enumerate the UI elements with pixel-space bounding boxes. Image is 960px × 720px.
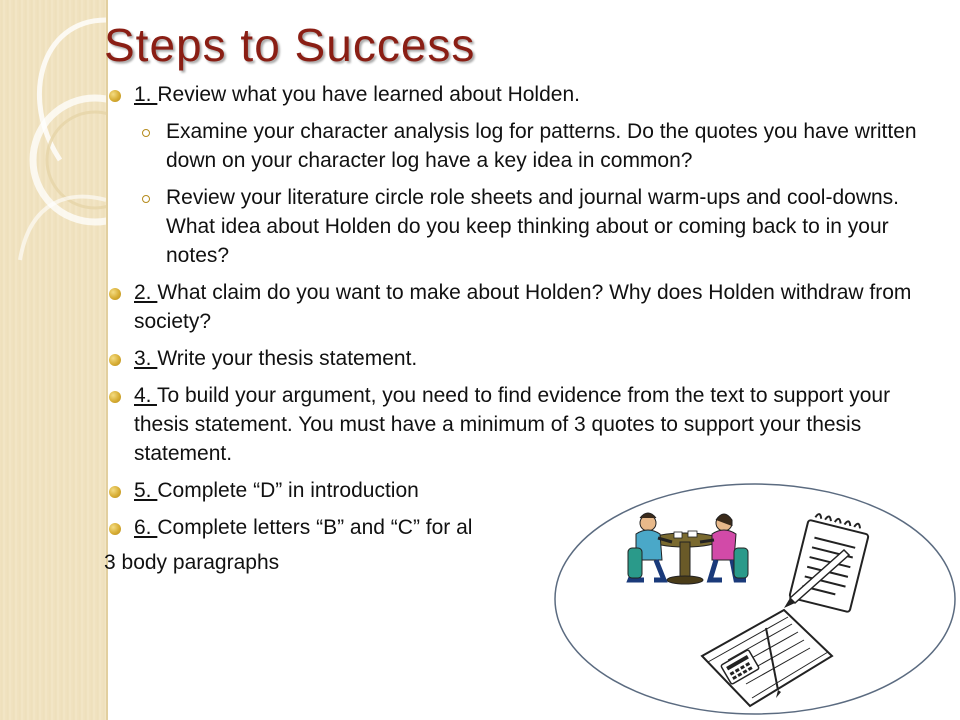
sub-bullet-icon <box>142 195 150 203</box>
list-item-step-2 <box>104 278 930 336</box>
list-item-step-1 <box>104 80 930 109</box>
step-number: 1. <box>134 83 158 106</box>
bullet-icon <box>109 354 121 366</box>
step-number: 3. <box>134 347 158 370</box>
bullet-icon <box>109 486 121 498</box>
step-number: 6. <box>134 516 158 539</box>
list-item-step-4 <box>104 381 930 468</box>
bullet-icon <box>109 523 121 535</box>
sub-item-text: Review your literature circle role sheets and journal warm-ups and cool-downs. What idea about Holden do you keep thinking about or coming back to in your notes? <box>166 186 900 267</box>
slide-title: Steps to Success <box>104 19 476 71</box>
bullet-icon <box>109 288 121 300</box>
step-text: Complete letters “B” and “C” for al <box>157 516 473 539</box>
continuation-text: 3 body paragraphs <box>104 551 280 574</box>
meeting-and-notebook-clipart-icon <box>552 480 958 718</box>
decorative-side-strip <box>0 0 108 720</box>
step-text: Complete “D” in introduction <box>157 479 419 502</box>
sub-item-character-log <box>104 117 930 175</box>
decorative-swirl-icon <box>0 0 106 720</box>
bullet-icon <box>109 391 121 403</box>
step-number: 4. <box>134 384 157 407</box>
sub-item-text: Examine your character analysis log for patterns. Do the quotes you have written down on your character log have a key idea in common? <box>166 120 917 172</box>
step-text: Review what you have learned about Holden. <box>157 83 580 106</box>
step-number: 2. <box>134 281 158 304</box>
bullet-icon <box>109 90 121 102</box>
step-text: Write your thesis statement. <box>157 347 418 370</box>
sub-item-role-sheets <box>104 183 930 270</box>
step-text: To build your argument, you need to find evidence from the text to support your thesis statement. You must have a minimum of 3 quotes to support your thesis statement. <box>134 384 891 465</box>
sub-bullet-icon <box>142 129 150 137</box>
list-item-step-3 <box>104 344 930 373</box>
step-text: What claim do you want to make about Holden? Why does Holden withdraw from society? <box>134 281 912 333</box>
step-number: 5. <box>134 479 158 502</box>
